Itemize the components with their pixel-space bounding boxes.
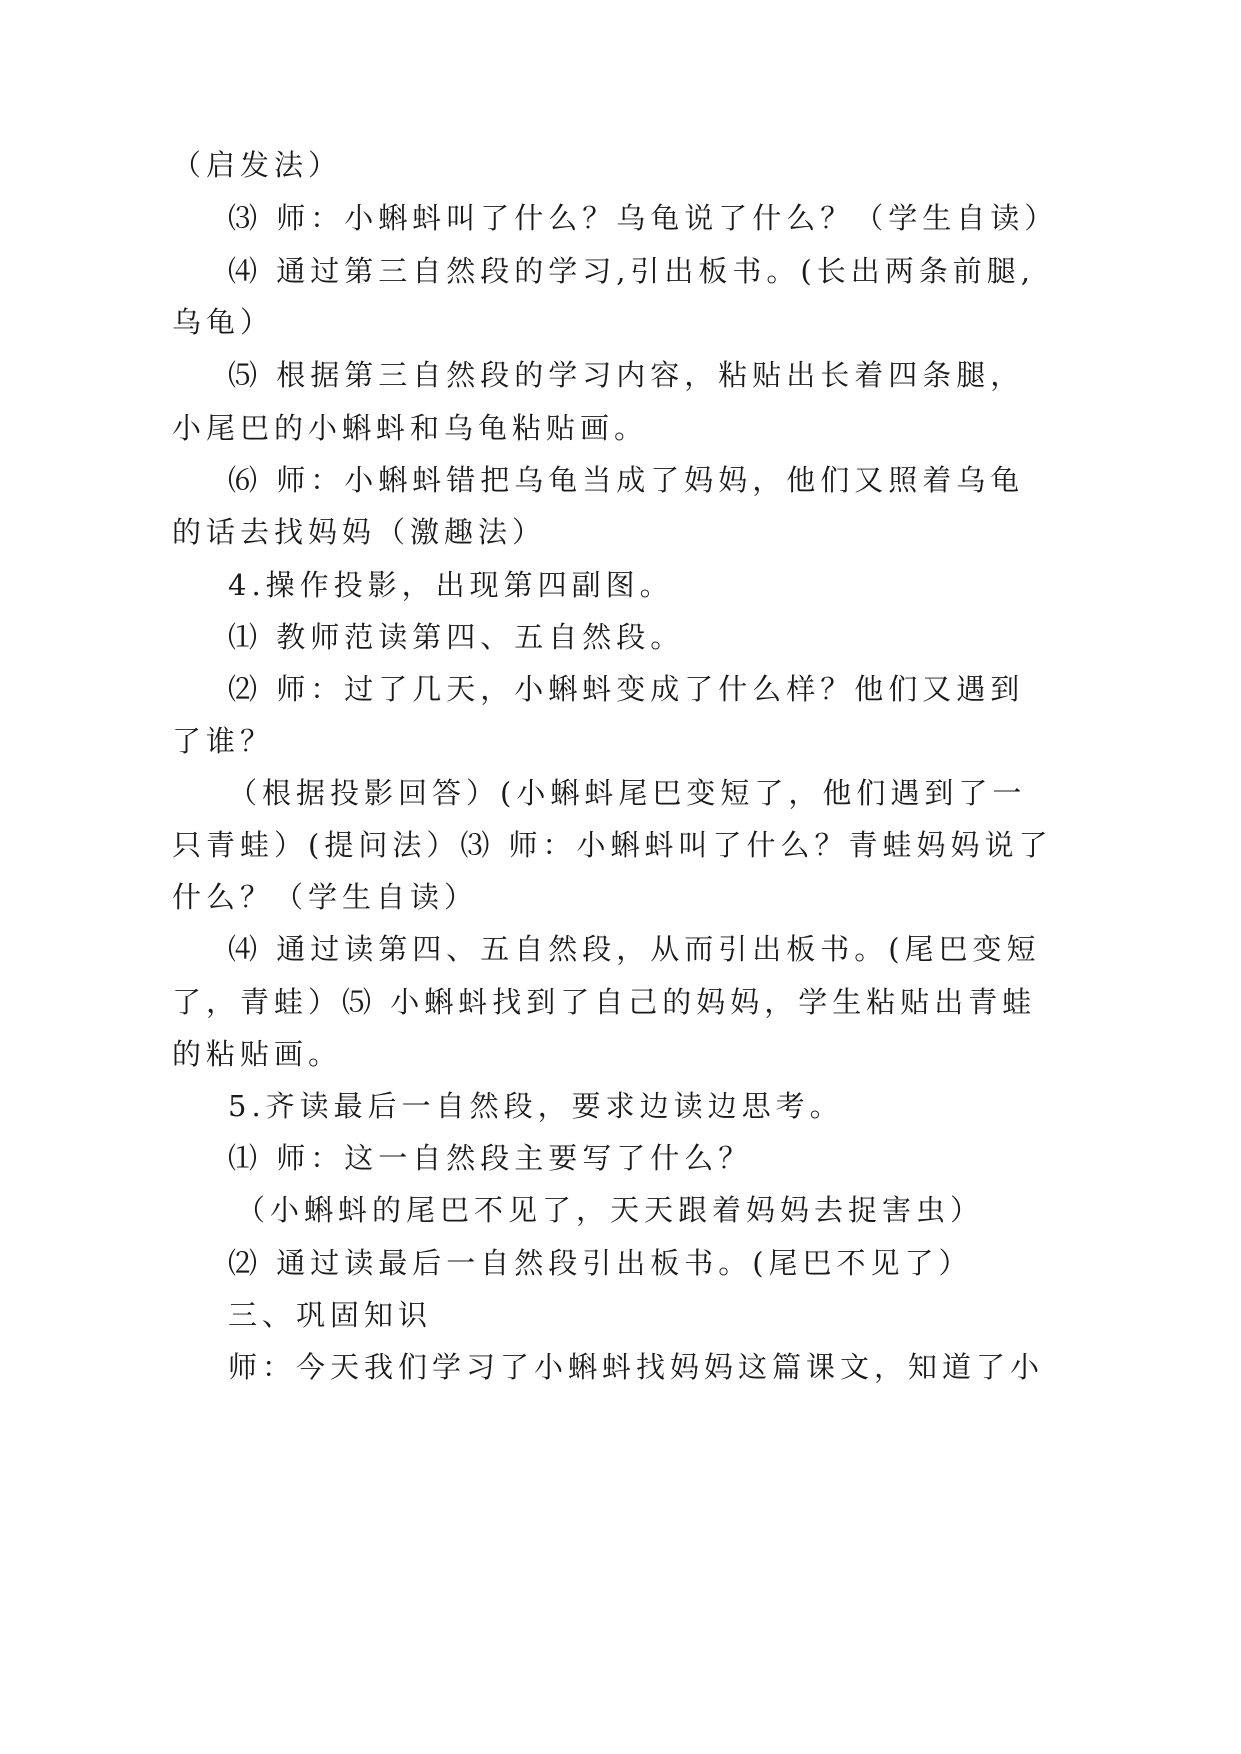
text-line: （小蝌蚪的尾巴不见了，天天跟着妈妈去捉害虫） bbox=[236, 1193, 985, 1227]
text-line: 三、巩固知识 bbox=[228, 1298, 433, 1332]
text-line: （启发法） bbox=[172, 148, 343, 182]
text-line: 4.操作投影，出现第四副图。 bbox=[228, 568, 674, 602]
text-line: 乌龟） bbox=[172, 305, 275, 339]
text-line: 小尾巴的小蝌蚪和乌龟粘贴画。 bbox=[172, 411, 649, 445]
text-line: 什么？（学生自读） bbox=[172, 880, 479, 914]
text-line: ⑶ 师：小蝌蚪叫了什么？乌龟说了什么？（学生自读） bbox=[228, 201, 1059, 235]
text-line: ⑷ 通过读第四、五自然段，从而引出板书。(尾巴变短 bbox=[228, 932, 1041, 966]
text-line: 只青蛙）(提问法）⑶ 师：小蝌蚪叫了什么？青蛙妈妈说了 bbox=[172, 828, 1053, 862]
text-line: 了，青蛙）⑸ 小蝌蚪找到了自己的妈妈，学生粘贴出青蛙 bbox=[172, 985, 1037, 1019]
text-line: ⑴ 师：这一自然段主要写了什么？ bbox=[228, 1141, 753, 1175]
text-line: 师：今天我们学习了小蝌蚪找妈妈这篇课文，知道了小 bbox=[228, 1350, 1045, 1384]
text-line: 的粘贴画。 bbox=[172, 1037, 343, 1071]
text-line: ⑷ 通过第三自然段的学习,引出板书。(长出两条前腿, bbox=[228, 254, 1035, 288]
text-line: 了谁？ bbox=[172, 724, 275, 758]
text-line: ⑸ 根据第三自然段的学习内容，粘贴出长着四条腿， bbox=[228, 358, 1025, 392]
text-line: 的话去找妈妈（激趣法） bbox=[172, 515, 547, 549]
text-line: ⑵ 师：过了几天，小蝌蚪变成了什么样？他们又遇到 bbox=[228, 672, 1025, 706]
text-line: ⑹ 师：小蝌蚪错把乌龟当成了妈妈，他们又照着乌龟 bbox=[228, 463, 1025, 497]
text-line: 5.齐读最后一自然段，要求边读边思考。 bbox=[228, 1089, 844, 1123]
text-line: ⑵ 通过读最后一自然段引出板书。(尾巴不见了） bbox=[228, 1246, 973, 1280]
text-line: （根据投影回答）(小蝌蚪尾巴变短了，他们遇到了一 bbox=[228, 776, 1027, 810]
text-line: ⑴ 教师范读第四、五自然段。 bbox=[228, 620, 685, 654]
